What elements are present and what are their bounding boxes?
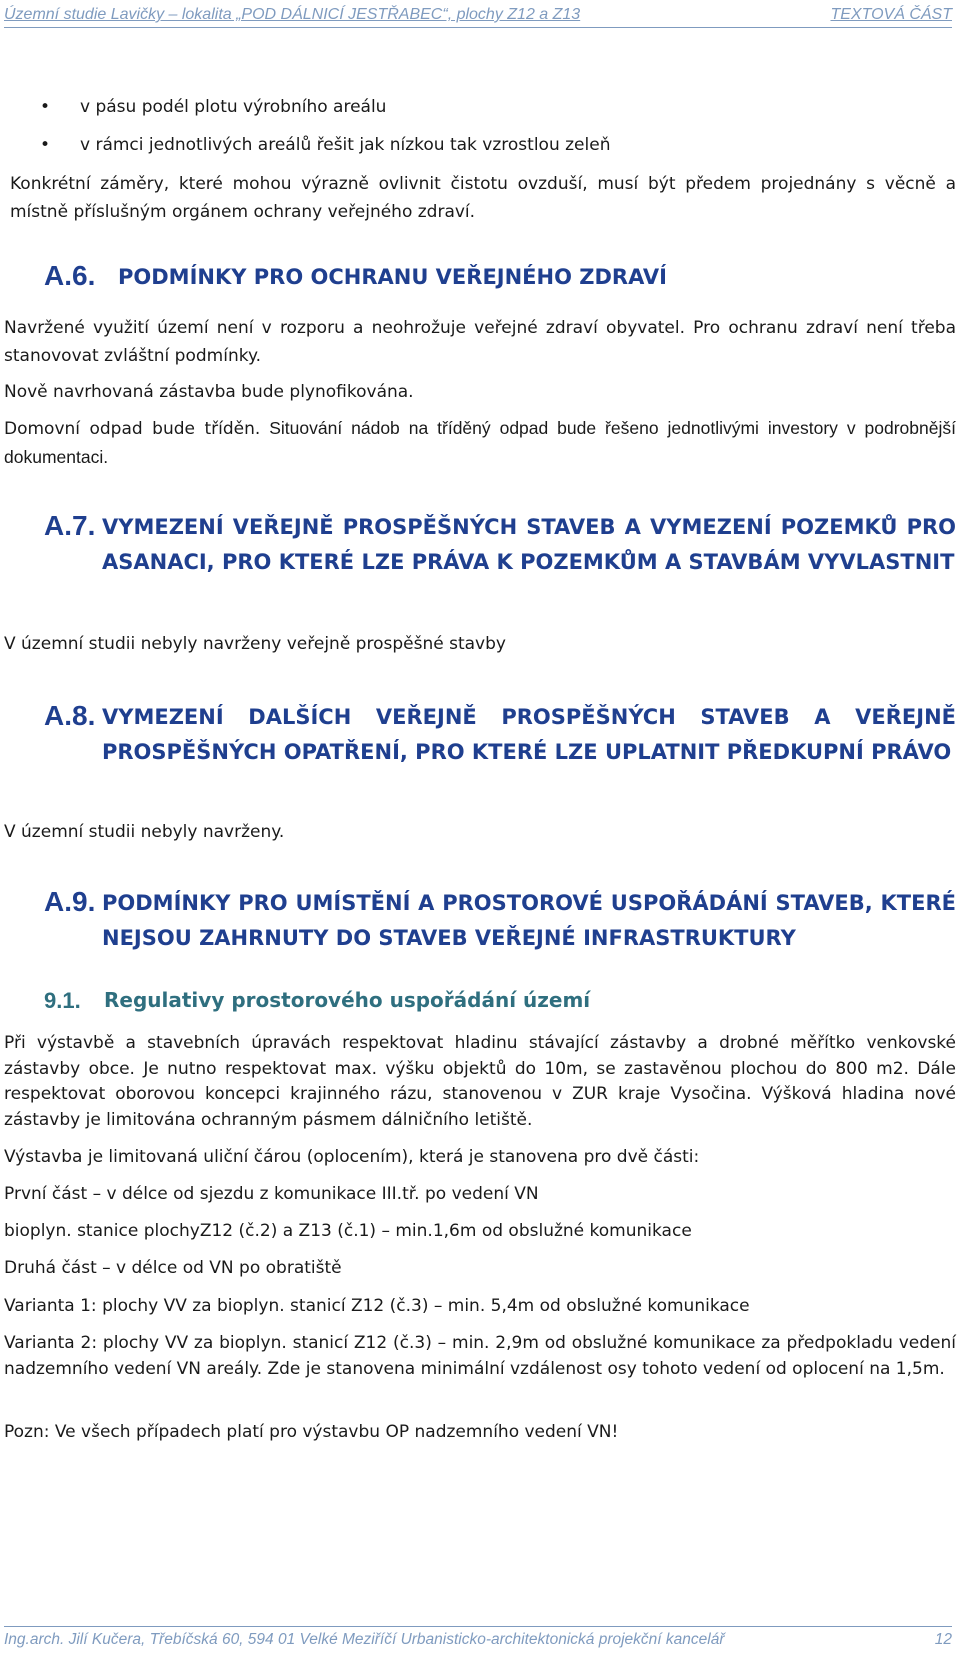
section-number: A.6. (44, 260, 96, 291)
section-a7-heading (44, 510, 956, 620)
section-a6-heading (44, 260, 956, 300)
paragraph-part: Situování nádob na tříděný odpad bude řešeno jednotlivými investory v podrobnější dokumentaci. (4, 418, 956, 467)
section-a9-heading (44, 886, 956, 961)
page-number: 12 (934, 1631, 952, 1648)
bullet-icon: • (40, 135, 51, 155)
paragraph-part: Domovní odpad bude tříděn. (4, 419, 261, 439)
section-number: A.8. (44, 700, 96, 731)
header-divider (4, 27, 952, 28)
paragraph (4, 414, 956, 472)
header-section: TEXTOVÁ ČÁST (830, 6, 952, 23)
paragraph: Nově navrhovaná zástavba bude plynofikována. (4, 382, 414, 402)
paragraph-air: Konkrétní záměry, které mohou výrazně ovlivnit čistotu ovzduší, musí být předem projednány s věcně a místně příslušným orgánem ochrany veřejného zdraví. (10, 174, 956, 222)
paragraph: Výstavba je limitovaná uliční čárou (oplocením), která je stanovena pro dvě části: (4, 1147, 700, 1167)
subsection-title: Regulativy prostorového uspořádání území (104, 988, 591, 1012)
bullet-icon: • (40, 97, 51, 117)
section-title: PODMÍNKY PRO UMÍSTĚNÍ A PROSTOROVÉ USPOŘÁDÁNÍ STAVEB, KTERÉ NEJSOU ZAHRNUTY DO STAVEB VEŘEJNÉ INFRASTRUKTURY (102, 891, 956, 950)
section-title: VYMEZENÍ VEŘEJNĚ PROSPĚŠNÝCH STAVEB A VYMEZENÍ POZEMKŮ PRO ASANACI, PRO KTERÉ LZE PRÁVA K POZEMKŮM A STAVBÁM VYVLASTNIT (102, 515, 956, 574)
section-title: PODMÍNKY PRO OCHRANU VEŘEJNÉHO ZDRAVÍ (118, 265, 667, 289)
paragraph: Pozn: Ve všech případech platí pro výstavbu OP nadzemního vedení VN! (4, 1422, 619, 1442)
section-number: A.9. (44, 886, 96, 917)
paragraph: Navržené využití území není v rozporu a neohrožuje veřejné zdraví obyvatel. Pro ochranu zdraví není třeba stanovovat zvláštní podmínky. (4, 318, 956, 366)
list-item-text: v pásu podél plotu výrobního areálu (80, 97, 387, 117)
paragraph: V územní studii nebyly navrženy. (4, 822, 285, 842)
paragraph: První část – v délce od sjezdu z komunikace III.tř. po vedení VN (4, 1184, 539, 1204)
subsection-number: 9.1. (44, 988, 81, 1013)
section-number: A.7. (44, 510, 96, 541)
section-title: VYMEZENÍ DALŠÍCH VEŘEJNĚ PROSPĚŠNÝCH STAVEB A VEŘEJNĚ PROSPĚŠNÝCH OPATŘENÍ, PRO KTERÉ LZE UPLATNIT PŘEDKUPNÍ PRÁVO (102, 705, 956, 764)
footer-author: Ing.arch. Jilí Kučera, Třebíčská 60, 594 01 Velké Meziříčí Urbanisticko-architektonická projekční kancelář (4, 1631, 725, 1648)
list-item-text: v rámci jednotlivých areálů řešit jak nízkou tak vzrostlou zeleň (80, 135, 611, 155)
footer-divider (4, 1626, 952, 1627)
subsection-9-1-heading (44, 988, 956, 1018)
paragraph: Při výstavbě a stavebních úpravách respektovat hladinu stávající zástavby a drobné měřítko venkovské zástavby obce. Je nutno respektovat max. výšku objektů do 10m, se zastavěnou plochou do 800 m2. Dále respektovat oborovou koncepci krajinného rázu, stanovenou v ZUR kraje Vysočina. Výšková hladina nové zástavby je limitována ochranným pásmem dálničního letiště. (4, 1033, 956, 1130)
section-a8-heading (44, 700, 956, 810)
paragraph: Druhá část – v délce od VN po obratiště (4, 1258, 342, 1278)
header-title: Územní studie Lavičky – lokalita „POD DÁLNICÍ JESTŘABEC“, plochy Z12 a Z13 (4, 6, 581, 23)
page-footer (4, 1631, 952, 1651)
paragraph: Varianta 2: plochy VV za bioplyn. stanicí Z12 (č.3) – min. 2,9m od obslužné komunikace za předpokladu vedení nadzemního vedení VN areály. Zde je stanovena minimální vzdálenost osy tohoto vedení od oplocení na 1,5m. (4, 1333, 956, 1379)
paragraph: bioplyn. stanice plochyZ12 (č.2) a Z13 (č.1) – min.1,6m od obslužné komunikace (4, 1221, 692, 1241)
paragraph: Varianta 1: plochy VV za bioplyn. stanicí Z12 (č.3) – min. 5,4m od obslužné komunikace (4, 1296, 750, 1316)
paragraph: V územní studii nebyly navrženy veřejně prospěšné stavby (4, 634, 506, 654)
